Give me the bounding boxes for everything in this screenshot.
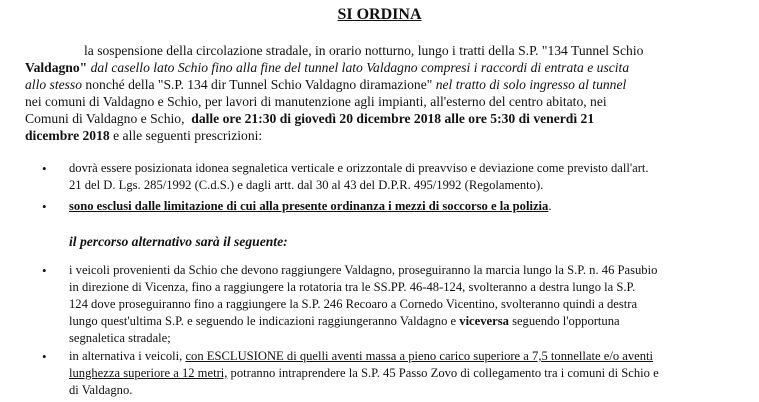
prescription-1-line-2: 21 del D. Lgs. 285/1992 (C.d.S.) e dagli artt. dal 30 al 43 del D.P.R. 495/1992 (Regolamento).	[69, 178, 544, 192]
intro-line-5: Comuni di Valdagno e Schio, dalle ore 21:30 di giovedì 20 dicembre 2018 alle ore 5:30 di venerdì 21	[25, 111, 595, 126]
intro-line-1: la sospensione della circolazione stradale, in orario notturno, lungo i tratti della S.P. "134 Tunnel Schio	[84, 43, 644, 58]
section-title: SI ORDINA	[337, 6, 422, 23]
alternative-route-heading: il percorso alternativo sarà il seguente:	[69, 234, 288, 249]
alternative-1-line-4: lungo quest'ultima S.P. e seguendo le indicazioni raggiungeranno Valdagno e viceversa seguendo l'opportuna	[69, 314, 620, 328]
bullet-icon: •	[42, 161, 47, 176]
intro-line-3: allo stesso nonché della "S.P. 134 dir Tunnel Schio Valdagno diramazione" nel tratto di solo ingresso al tunnel	[25, 77, 627, 92]
prescription-2: sono esclusi dalle limitazione di cui alla presente ordinanza i mezzi di soccorso e la polizia.	[69, 199, 552, 213]
intro-line-6: dicembre 2018 e alle seguenti prescrizioni:	[25, 128, 263, 143]
prescription-1-line-1: dovrà essere posizionata idonea segnaletica verticale e orizzontale di preavviso e deviazione come previsto dall'art.	[69, 161, 649, 175]
alternative-2-line-1: in alternativa i veicoli, con ESCLUSIONE di quelli aventi massa a pieno carico superiore a 7,5 tonnellate e/o aventi	[69, 349, 654, 363]
bullet-icon: •	[42, 199, 47, 214]
alternative-2-line-3: di Valdagno.	[69, 383, 133, 397]
alternative-2-line-2: lunghezza superiore a 12 metri, potranno intraprendere la S.P. 45 Passo Zovo di collegamento tra i comuni di Schio e	[69, 366, 659, 380]
alternative-1-line-3: 124 dove proseguiranno fino a raggiungere la S.P. 246 Recoaro a Cornedo Vicentino, svolteranno quindi a destra	[69, 297, 638, 311]
alternative-1-line-5: segnaletica stradale;	[69, 331, 171, 345]
alternative-1-line-2: in direzione di Vicenza, fino a raggiungere la rotatoria tra le SS.PP. 46-48-124, svolteranno a destra lungo la S.P.	[69, 280, 636, 294]
alternative-1-line-1: i veicoli provenienti da Schio che devono raggiungere Valdagno, proseguiranno la marcia lungo la S.P. n. 46 Pasubio	[69, 263, 658, 277]
intro-line-4: nei comuni di Valdagno e Schio, per lavori di manutenzione agli impianti, all'esterno del centro abitato, nei	[25, 94, 607, 109]
bullet-icon: •	[42, 349, 47, 364]
intro-line-2: Valdagno" dal casello lato Schio fino alla fine del tunnel lato Valdagno compresi i raccordi di entrata e uscita	[25, 60, 630, 75]
bullet-icon: •	[42, 263, 47, 278]
